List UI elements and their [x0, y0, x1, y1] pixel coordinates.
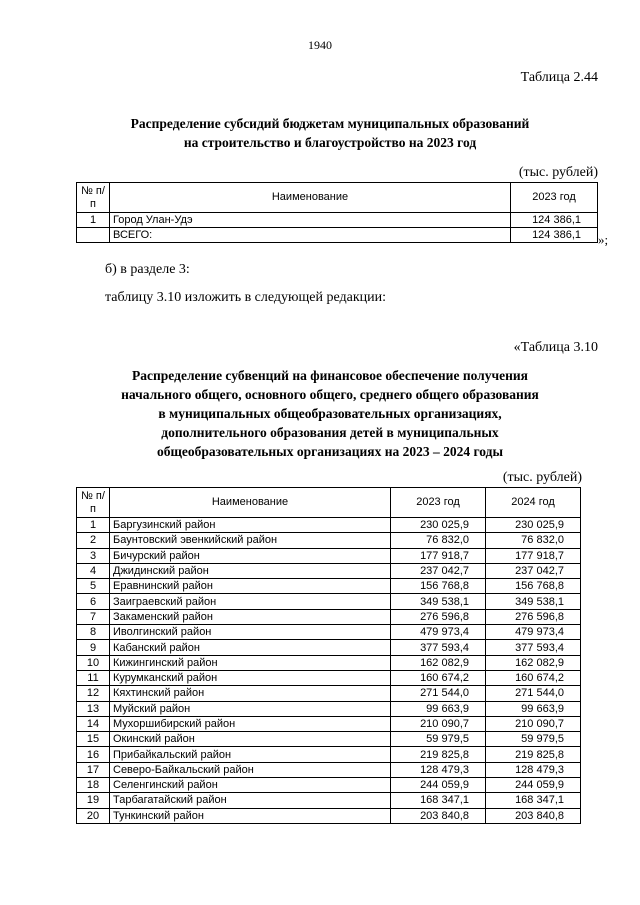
row-value-2023: 128 479,3: [391, 762, 486, 777]
table2-unit: (тыс. рублей): [502, 470, 582, 485]
row-number: 10: [77, 655, 110, 670]
table-row: [77, 548, 581, 563]
table1-title: [60, 114, 600, 152]
row-name: ВСЕГО:: [110, 228, 511, 243]
row-value-2024: 349 538,1: [486, 594, 581, 609]
row-name: Бичурский район: [110, 548, 391, 563]
table-row: [77, 793, 581, 808]
table-row: [77, 518, 581, 533]
row-value-2023: 244 059,9: [391, 778, 486, 793]
table-row: [77, 716, 581, 731]
row-number: 18: [77, 778, 110, 793]
row-name: Кабанский район: [110, 640, 391, 655]
table1-header-name: Наименование: [110, 183, 511, 213]
table2: [76, 487, 581, 824]
table-row: [77, 747, 581, 762]
table2-body: [77, 518, 581, 824]
row-value-2024: 219 825,8: [486, 747, 581, 762]
row-number: 13: [77, 701, 110, 716]
row-value-2023: 271 544,0: [391, 686, 486, 701]
row-value-2023: 177 918,7: [391, 548, 486, 563]
row-number: 3: [77, 548, 110, 563]
table2-label: «Таблица 3.10: [513, 340, 598, 355]
table2-title-line: общеобразовательных организациях на 2023 – 2024 годы: [156, 444, 504, 459]
row-value-2024: 271 544,0: [486, 686, 581, 701]
table1-closing-mark: »;: [598, 232, 609, 247]
row-value-2024: 168 347,1: [486, 793, 581, 808]
row-value-2023: 210 090,7: [391, 716, 486, 731]
row-name: Джидинский район: [110, 563, 391, 578]
table-row: [77, 732, 581, 747]
row-number: 9: [77, 640, 110, 655]
row-value-2023: 124 386,1: [511, 213, 598, 228]
row-value-2024: 479 973,4: [486, 625, 581, 640]
row-value-2024: 377 593,4: [486, 640, 581, 655]
row-name: Тарбагатайский район: [110, 793, 391, 808]
row-value-2023: 377 593,4: [391, 640, 486, 655]
table1-header-num: № п/п: [77, 183, 110, 213]
page-number: 1940: [308, 38, 332, 52]
table-row: [77, 808, 581, 823]
table2-title-line: Распределение субвенций на финансовое обеспечение получения: [132, 368, 528, 383]
row-name: Селенгинский район: [110, 778, 391, 793]
section-text: б) в разделе 3:: [105, 262, 190, 277]
row-name: Заиграевский район: [110, 594, 391, 609]
row-value-2024: 210 090,7: [486, 716, 581, 731]
row-number: 17: [77, 762, 110, 777]
row-value-2024: 162 082,9: [486, 655, 581, 670]
table1-title-line: Распределение субсидий бюджетам муниципальных образований: [130, 116, 530, 131]
table-row: [77, 579, 581, 594]
row-name: Окинский район: [110, 732, 391, 747]
row-value-2024: 59 979,5: [486, 732, 581, 747]
table1: [76, 182, 598, 243]
row-value-2024: 99 663,9: [486, 701, 581, 716]
table1-unit: (тыс. рублей): [518, 165, 598, 180]
row-number: 7: [77, 609, 110, 624]
row-number: 4: [77, 563, 110, 578]
table-row: [77, 533, 581, 548]
row-name: Баргузинский район: [110, 518, 391, 533]
table-row: [77, 686, 581, 701]
row-value-2023: 168 347,1: [391, 793, 486, 808]
row-number: 19: [77, 793, 110, 808]
row-value-2024: 177 918,7: [486, 548, 581, 563]
row-name: Кижингинский район: [110, 655, 391, 670]
row-value-2023: 76 832,0: [391, 533, 486, 548]
row-value-2023: 219 825,8: [391, 747, 486, 762]
row-number: 1: [77, 213, 110, 228]
row-name: Тункинский район: [110, 808, 391, 823]
table-row: [77, 609, 581, 624]
table1-title-line: на строительство и благоустройство на 2023 год: [183, 135, 477, 150]
row-value-2023: 479 973,4: [391, 625, 486, 640]
row-value-2023: 276 596,8: [391, 609, 486, 624]
table-row: [77, 563, 581, 578]
row-value-2024: 276 596,8: [486, 609, 581, 624]
table-row: [77, 213, 598, 228]
row-number: 14: [77, 716, 110, 731]
row-name: Кяхтинский район: [110, 686, 391, 701]
row-number: 8: [77, 625, 110, 640]
row-value-2024: 156 768,8: [486, 579, 581, 594]
row-name: Город Улан-Удэ: [110, 213, 511, 228]
row-value-2024: 237 042,7: [486, 563, 581, 578]
table1-header-row: [77, 183, 598, 213]
row-value-2024: 128 479,3: [486, 762, 581, 777]
row-number: 2: [77, 533, 110, 548]
row-value-2024: 76 832,0: [486, 533, 581, 548]
table-row: [77, 778, 581, 793]
row-number: 20: [77, 808, 110, 823]
row-number: 12: [77, 686, 110, 701]
row-name: Муйский район: [110, 701, 391, 716]
table2-header-2023: 2023 год: [391, 488, 486, 518]
table-row: [77, 625, 581, 640]
table-row: [77, 655, 581, 670]
row-name: Мухоршибирский район: [110, 716, 391, 731]
table2-title-line: начального общего, основного общего, среднего общего образования: [121, 387, 539, 402]
row-name: Еравнинский район: [110, 579, 391, 594]
row-value-2023: 230 025,9: [391, 518, 486, 533]
row-value-2023: 99 663,9: [391, 701, 486, 716]
row-value-2024: 160 674,2: [486, 670, 581, 685]
table-row: [77, 594, 581, 609]
row-value-2023: 59 979,5: [391, 732, 486, 747]
row-value-2023: 349 538,1: [391, 594, 486, 609]
row-number: 11: [77, 670, 110, 685]
table-row: [77, 640, 581, 655]
row-value-2023: 162 082,9: [391, 655, 486, 670]
row-name: Баунтовский эвенкийский район: [110, 533, 391, 548]
table-row: [77, 670, 581, 685]
table2-header-2024: 2024 год: [486, 488, 581, 518]
table2-title-line: дополнительного образования детей в муниципальных: [161, 425, 499, 440]
table1-label: Таблица 2.44: [520, 70, 598, 85]
row-number: 15: [77, 732, 110, 747]
table2-header-row: [77, 488, 581, 518]
row-value-2023: 156 768,8: [391, 579, 486, 594]
row-number: 6: [77, 594, 110, 609]
row-value-2023: 237 042,7: [391, 563, 486, 578]
table2-title: [60, 366, 600, 461]
row-value-2023: 160 674,2: [391, 670, 486, 685]
row-value-2023: 124 386,1: [511, 228, 598, 243]
table-row: [77, 762, 581, 777]
row-name: Северо-Байкальский район: [110, 762, 391, 777]
row-value-2023: 203 840,8: [391, 808, 486, 823]
table1-header-2023: 2023 год: [511, 183, 598, 213]
table2-header-name: Наименование: [110, 488, 391, 518]
row-number: [77, 228, 110, 243]
table2-title-line: в муниципальных общеобразовательных организациях,: [158, 406, 502, 421]
row-name: Иволгинский район: [110, 625, 391, 640]
table-row: [77, 701, 581, 716]
table-row: [77, 228, 598, 243]
row-number: 5: [77, 579, 110, 594]
row-name: Курумканский район: [110, 670, 391, 685]
row-value-2024: 230 025,9: [486, 518, 581, 533]
table2-header-num: № п/п: [77, 488, 110, 518]
row-number: 1: [77, 518, 110, 533]
row-name: Закаменский район: [110, 609, 391, 624]
instruction-text: таблицу 3.10 изложить в следующей редакции:: [105, 290, 387, 305]
row-name: Прибайкальский район: [110, 747, 391, 762]
row-value-2024: 244 059,9: [486, 778, 581, 793]
row-number: 16: [77, 747, 110, 762]
row-value-2024: 203 840,8: [486, 808, 581, 823]
